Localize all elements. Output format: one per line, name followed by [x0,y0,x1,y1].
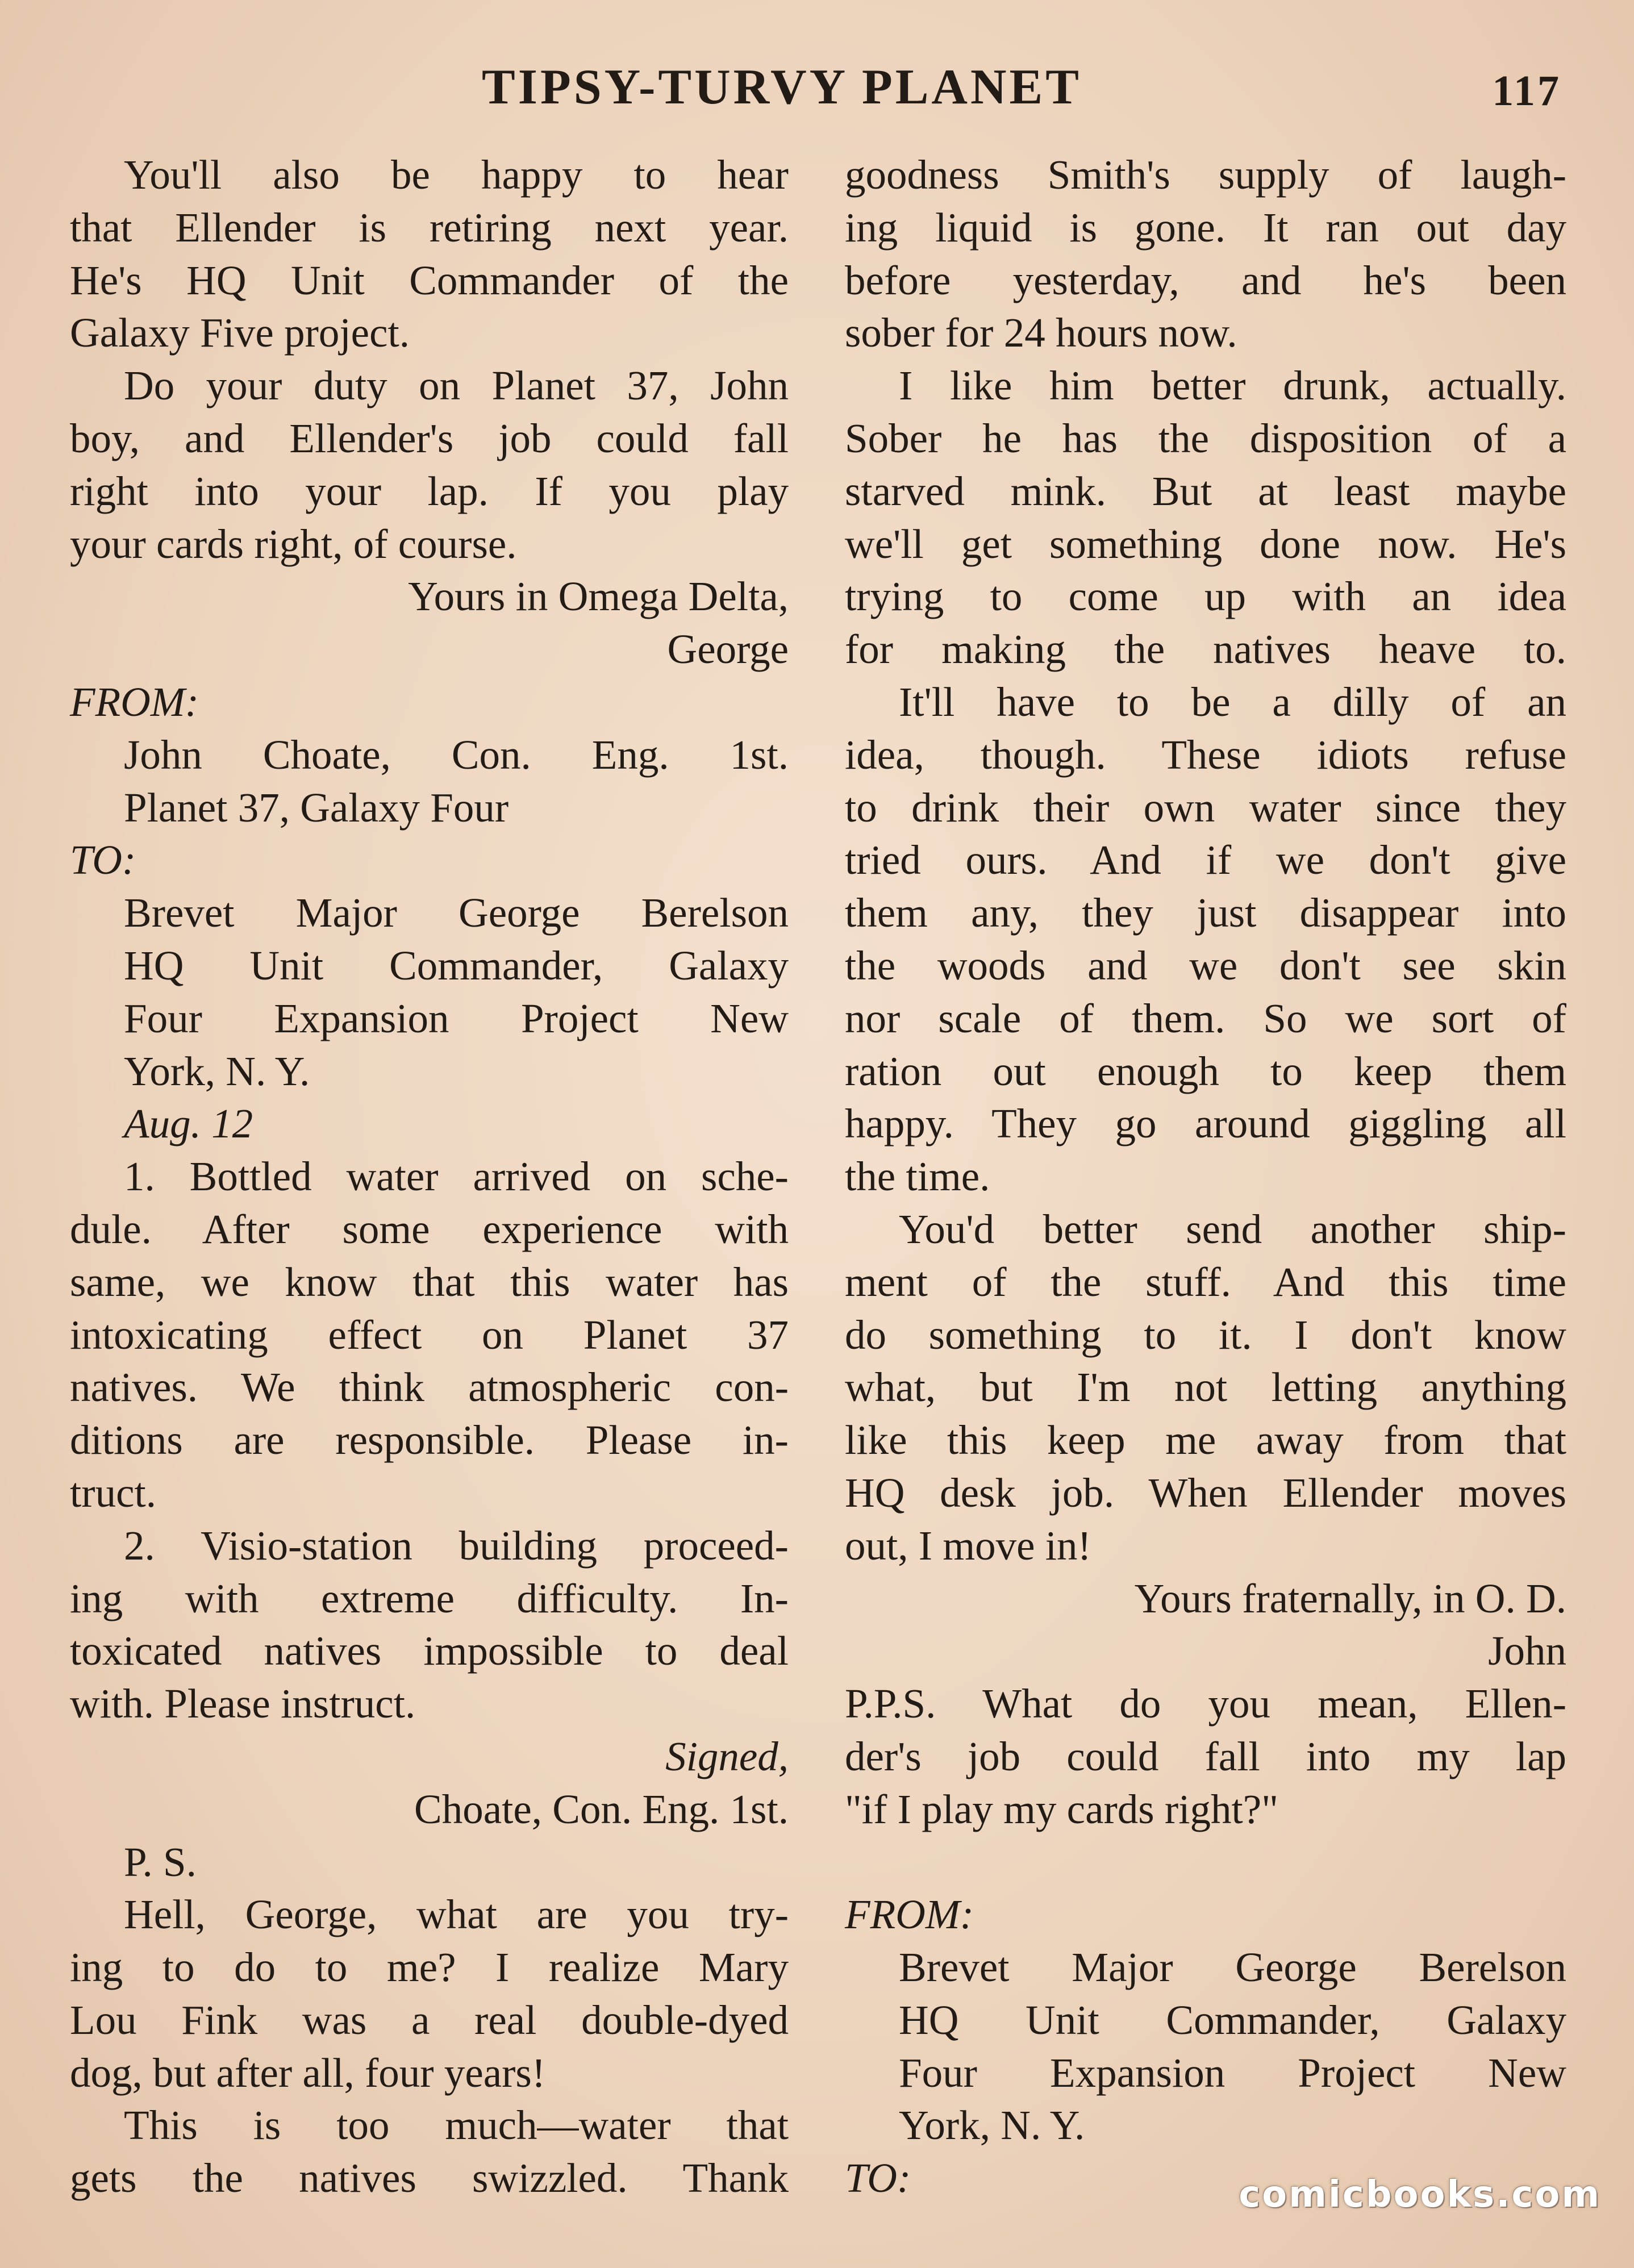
text-line: starved mink. But at least maybe [845,468,1566,514]
text-line: ing with extreme difficulty. In- [70,1575,789,1621]
text-line: This is too much—water that [124,2102,789,2149]
text-line: ing to do to me? I realize Mary [70,1944,789,1991]
postscript-line: P.P.S. What do you mean, Ellen- [845,1681,1566,1727]
text-line: You'll also be happy to hear [124,152,789,198]
text-line: 2. Visio-station building proceed- [124,1522,789,1569]
memo-to-line: Four Expansion Project New [124,995,789,1041]
memo-to-label: TO: [845,2155,911,2202]
text-line: He's HQ Unit Commander of the [70,257,789,303]
text-line: sober for 24 hours now. [845,310,1237,356]
text-line: them any, they just disappear into [845,890,1566,936]
letter-closing: Yours in Omega Delta, [408,573,789,620]
memo-signature: Choate, Con. Eng. 1st. [414,1786,789,1832]
letter-signature: John [1488,1628,1566,1674]
postscript-line: der's job could fall into my lap [845,1733,1566,1779]
text-line: 1. Bottled water arrived on sche- [124,1153,789,1200]
text-line: for making the natives heave to. [845,626,1566,673]
text-line: toxicated natives impossible to deal [70,1628,789,1674]
memo-to-label: TO: [70,837,136,883]
text-line: Hell, George, what are you try- [124,1891,789,1938]
letter-closing: Yours fraternally, in O. D. [1134,1575,1566,1621]
page-number: 117 [1492,67,1561,115]
running-title: TIPSY-TURVY PLANET [482,60,1082,115]
text-line: do something to it. I don't know [845,1311,1566,1358]
text-line: ration out enough to keep them [845,1048,1566,1094]
text-line: boy, and Ellender's job could fall [70,415,789,461]
memo-to-line: HQ Unit Commander, Galaxy [124,942,789,989]
text-line: gets the natives swizzled. Thank [70,2155,789,2202]
text-line: ditions are responsible. Please in- [70,1417,789,1464]
memo-signed-label: Signed, [665,1733,789,1779]
text-line: your cards right, of course. [70,520,517,567]
memo-from-line: Brevet Major George Berelson [899,1944,1566,1991]
postscript-line: "if I play my cards right?" [845,1786,1279,1832]
text-line: that Ellender is retiring next year. [70,204,789,251]
memo-from-line: York, N. Y. [899,2102,1085,2149]
text-line: truct. [70,1469,157,1516]
text-line: trying to come up with an idea [845,573,1566,620]
blank-line [845,1836,1566,1889]
memo-from-label: FROM: [845,1891,974,1938]
text-line: same, we know that this water has [70,1258,789,1305]
letter-signature: George [667,626,789,673]
text-line: like this keep me away from that [845,1417,1566,1464]
running-header [0,54,1634,115]
text-line: Lou Fink was a real double-dyed [70,1996,789,2043]
text-line: out, I move in! [845,1522,1091,1569]
text-line: nor scale of them. So we sort of [845,995,1566,1041]
text-line: Sober he has the disposition of a [845,415,1566,461]
memo-from-line: HQ Unit Commander, Galaxy [899,1996,1566,2043]
postscript-label: P. S. [124,1838,197,1885]
left-column [70,149,789,2205]
text-line: Galaxy Five project. [70,310,410,356]
memo-to-line: York, N. Y. [124,1048,310,1094]
text-line: idea, though. These idiots refuse [845,731,1566,778]
memo-to-line: Brevet Major George Berelson [124,890,789,936]
text-line: we'll get something done now. He's [845,520,1566,567]
text-line: intoxicating effect on Planet 37 [70,1311,789,1358]
text-line: ing liquid is gone. It ran out day [845,204,1566,251]
memo-from-line: Planet 37, Galaxy Four [124,784,509,831]
right-column [845,149,1566,2205]
text-line: what, but I'm not letting anything [845,1364,1566,1411]
memo-from-line: John Choate, Con. Eng. 1st. [124,731,789,778]
text-line: happy. They go around giggling all [845,1100,1566,1147]
text-line: It'll have to be a dilly of an [899,678,1566,725]
text-line: ment of the stuff. And this time [845,1258,1566,1305]
text-line: with. Please instruct. [70,1681,416,1727]
text-line: tried ours. And if we don't give [845,837,1566,883]
text-line: the time. [845,1153,990,1200]
text-line: Do your duty on Planet 37, John [124,362,789,409]
text-line: I like him better drunk, actually. [899,362,1566,409]
site-watermark: comicbooks.com [1239,2174,1601,2216]
text-line: before yesterday, and he's been [845,257,1566,303]
text-line: dog, but after all, four years! [70,2049,546,2096]
text-line: HQ desk job. When Ellender moves [845,1469,1566,1516]
text-line: the woods and we don't see skin [845,942,1566,989]
memo-from-label: FROM: [70,678,199,725]
text-line: natives. We think atmospheric con- [70,1364,789,1411]
text-line: to drink their own water since they [845,784,1566,831]
memo-date: Aug. 12 [124,1100,253,1147]
text-line: right into your lap. If you play [70,468,789,514]
text-line: goodness Smith's supply of laugh- [845,152,1566,198]
text-line: You'd better send another ship- [899,1206,1566,1252]
memo-from-line: Four Expansion Project New [899,2049,1566,2096]
text-line: dule. After some experience with [70,1206,789,1252]
